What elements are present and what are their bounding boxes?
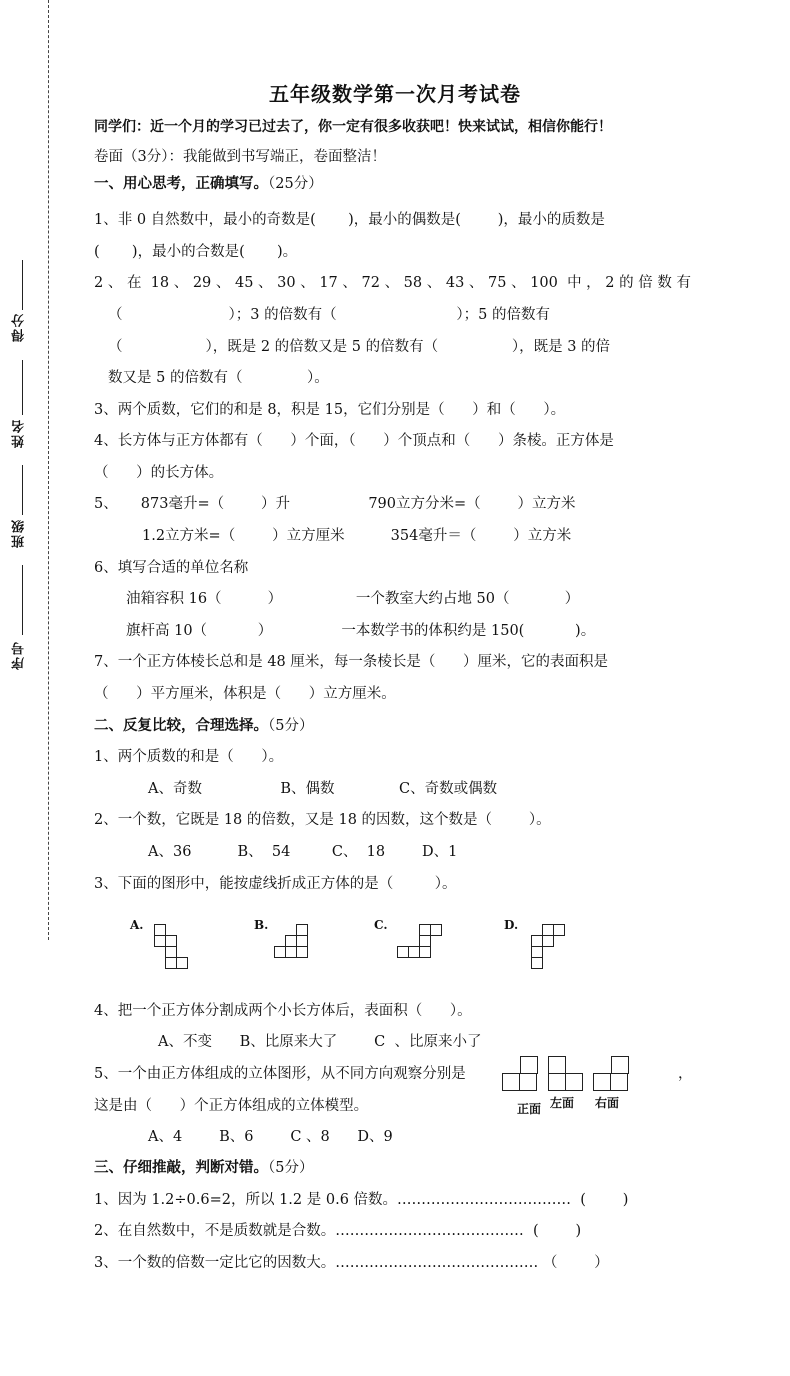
section3-points: （5分） bbox=[268, 1160, 314, 1176]
s1-q5-line2: 1.2立方米=（ ）立方厘米 354毫升＝（ ）立方米 bbox=[142, 528, 572, 544]
s3-q1: 1、因为 1.2÷0.6=2，所以 1.2 是 0.6 倍数。……………………………… ( ) bbox=[94, 1192, 629, 1208]
s2-q4-options: A、不变 B、比原来大了 C 、比原来小了 bbox=[158, 1034, 482, 1050]
net-label-b: B. bbox=[254, 918, 269, 932]
s2-q3: 3、下面的图形中，能按虚线折成正方体的是（ ）。 bbox=[94, 876, 457, 892]
s2-q2: 2、一个数，它既是 18 的倍数，又是 18 的因数，这个数是（ ）。 bbox=[94, 812, 551, 828]
score-label: 得分 bbox=[12, 312, 27, 342]
section3-heading bbox=[94, 1158, 313, 1178]
view-cell bbox=[610, 1073, 628, 1091]
net-cell bbox=[542, 935, 554, 947]
score-blank[interactable] bbox=[22, 260, 23, 310]
section3-title: 三、仔细推敲，判断对错。 bbox=[94, 1159, 268, 1176]
view-cell bbox=[611, 1056, 629, 1074]
net-cell bbox=[553, 924, 565, 936]
view-cell bbox=[565, 1073, 583, 1091]
page-title: 五年级数学第一次月考试卷 bbox=[269, 82, 521, 106]
s1-q6-line2: 旗杆高 10（ ） 一本数学书的体积约是 150( )。 bbox=[126, 623, 596, 639]
net-label-a: A. bbox=[130, 918, 144, 932]
net-cell bbox=[419, 946, 431, 958]
s2-q5-line1: 5、一个由正方体组成的立体图形，从不同方向观察分别是 bbox=[94, 1066, 466, 1082]
name-label: 姓名 bbox=[12, 418, 27, 448]
s2-q5-line2: 这是由（ ）个正方体组成的立体模型。 bbox=[94, 1098, 369, 1114]
s2-q1-options: A、奇数 B、偶数 C、奇数或偶数 bbox=[148, 781, 498, 797]
s1-q7-line1: 7、一个正方体棱长总和是 48 厘米，每一条棱长是（ ）厘米，它的表面积是 bbox=[94, 654, 609, 670]
s2-q1: 1、两个质数的和是（ ）。 bbox=[94, 749, 284, 765]
right-view bbox=[593, 1056, 633, 1116]
s1-q1-line2: ( )，最小的合数是( )。 bbox=[94, 244, 298, 260]
s3-q3: 3、一个数的倍数一定比它的因数大。…………………………………… （ ） bbox=[94, 1255, 609, 1271]
s1-q2-line4: 数又是 5 的倍数有（ ）。 bbox=[108, 370, 329, 386]
net-cell bbox=[531, 957, 543, 969]
s1-q4-line2: （ ）的长方体。 bbox=[94, 465, 224, 481]
net-cell bbox=[296, 946, 308, 958]
s1-q2-line3: （ ），既是 2 的倍数又是 5 的倍数有（ ），既是 3 的倍 bbox=[108, 339, 611, 355]
student-info-margin bbox=[6, 260, 36, 690]
s1-q3: 3、两个质数，它们的和是 8，积是 15，它们分别是（ ）和（ ）。 bbox=[94, 402, 566, 418]
front-view bbox=[502, 1056, 542, 1116]
binding-dashed-line bbox=[48, 0, 49, 940]
s2-q4: 4、把一个正方体分割成两个小长方体后，表面积（ ）。 bbox=[94, 1003, 472, 1019]
class-label: 班级 bbox=[12, 518, 27, 548]
net-figure-c bbox=[374, 918, 454, 978]
s1-q5-line1: 5、 873毫升=（ ）升 790立方分米=（ ）立方米 bbox=[94, 496, 576, 512]
net-cell bbox=[430, 924, 442, 936]
net-figure-b bbox=[254, 918, 324, 978]
s1-q1-line1: 1、非 0 自然数中，最小的奇数是( )，最小的偶数是( )，最小的质数是 bbox=[94, 212, 605, 228]
s1-q6-line1: 油箱容积 16（ ） 一个教室大约占地 50（ ） bbox=[126, 591, 580, 607]
s1-q6: 6、填写合适的单位名称 bbox=[94, 560, 249, 576]
view-cell bbox=[548, 1056, 566, 1074]
section1-heading bbox=[94, 174, 323, 194]
right-view-label: 右面 bbox=[595, 1096, 620, 1110]
name-blank[interactable] bbox=[22, 360, 23, 415]
s1-q4-line1: 4、长方体与正方体都有（ ）个面，（ ）个顶点和（ ）条棱。正方体是 bbox=[94, 433, 614, 449]
view-cell bbox=[519, 1073, 537, 1091]
net-label-d: D. bbox=[504, 918, 519, 932]
net-cell bbox=[176, 957, 188, 969]
view-cell bbox=[593, 1073, 611, 1091]
section2-title: 二、反复比较，合理选择。 bbox=[94, 717, 268, 734]
net-figure-a bbox=[130, 918, 200, 978]
net-figure-d bbox=[504, 918, 574, 978]
seat-blank[interactable] bbox=[22, 565, 23, 635]
s3-q2: 2、在自然数中，不是质数就是合数。………………………………… ( ) bbox=[94, 1223, 582, 1239]
left-view-label: 左面 bbox=[550, 1096, 575, 1110]
section1-points: （25分） bbox=[268, 176, 323, 192]
front-view-label: 正面 bbox=[517, 1102, 542, 1116]
section1-title: 一、用心思考，正确填写。 bbox=[94, 175, 268, 192]
section2-heading bbox=[94, 716, 313, 736]
view-cell bbox=[520, 1056, 538, 1074]
greeting: 同学们：近一个月的学习已过去了，你一定有很多收获吧！快来试试，相信你能行！ bbox=[94, 119, 612, 135]
s2-q5-comma: ， bbox=[678, 1066, 693, 1082]
s1-q2-line1: 2 、 在 18 、 29 、 45 、 30 、 17 、 72 、 58 、 43 、 75 、 100 中 ， 2 的 倍 数 有 bbox=[94, 275, 691, 291]
seat-label: 序号 bbox=[12, 640, 27, 670]
s2-q5-options: A、4 B、6 C 、8 D、9 bbox=[148, 1129, 393, 1145]
section2-points: （5分） bbox=[268, 718, 314, 734]
net-label-c: C. bbox=[374, 918, 388, 932]
left-view bbox=[548, 1056, 588, 1116]
view-cell bbox=[548, 1073, 566, 1091]
s1-q7-line2: （ ）平方厘米，体积是（ ）立方厘米。 bbox=[94, 686, 396, 702]
s1-q2-line2: （ ）；3 的倍数有（ ）；5 的倍数有 bbox=[108, 307, 551, 323]
class-blank[interactable] bbox=[22, 465, 23, 515]
s2-q2-options: A、36 B、 54 C、 18 D、1 bbox=[148, 844, 458, 860]
view-cell bbox=[502, 1073, 520, 1091]
neatness-note: 卷面（3分）：我能做到书写端正，卷面整洁！ bbox=[94, 149, 386, 165]
